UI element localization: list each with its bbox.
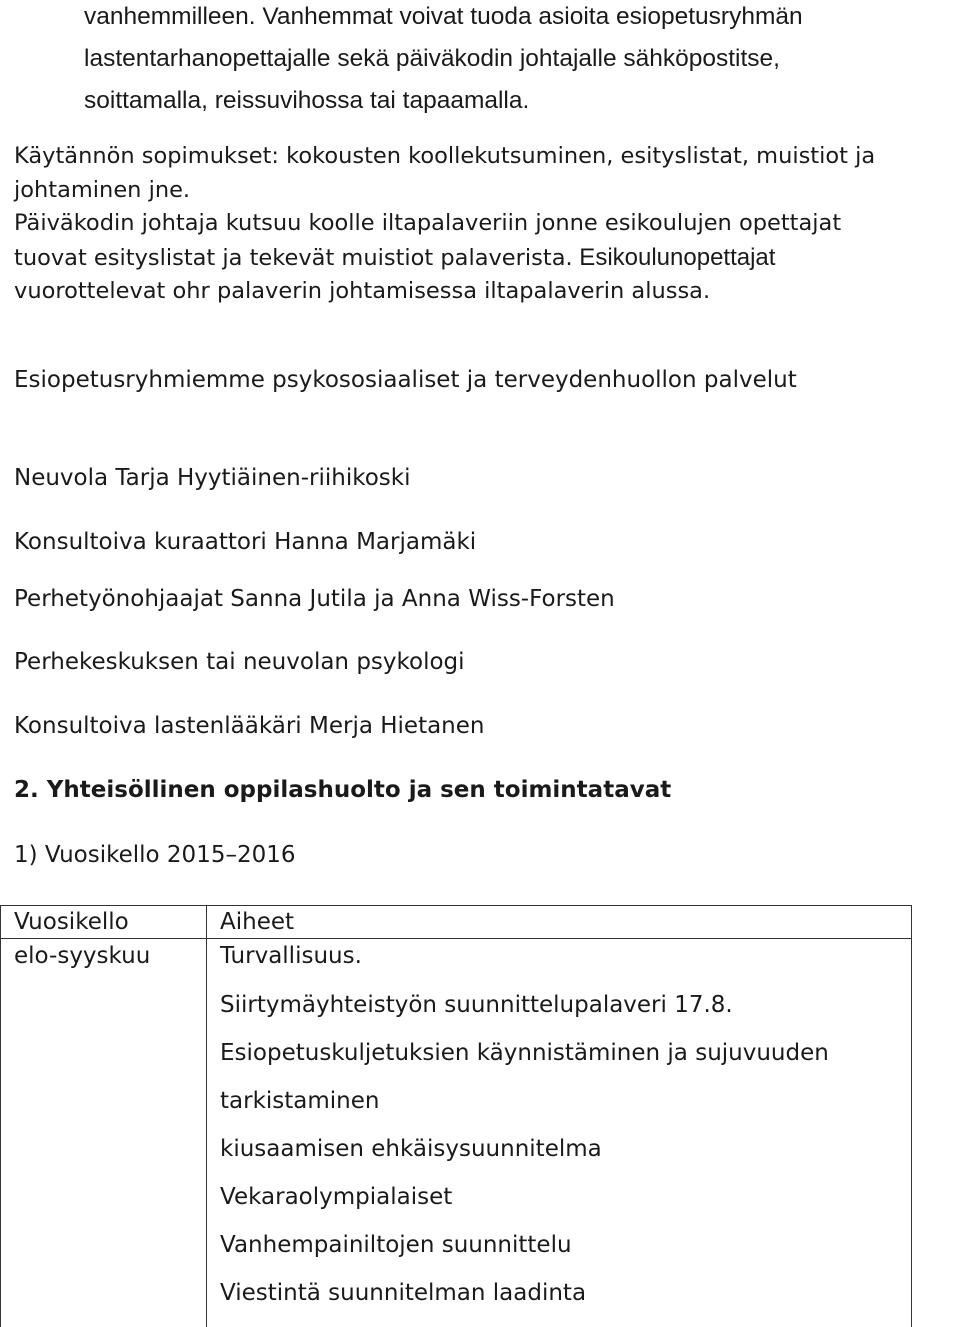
topic-item: kiusaamisen ehkäisysuunnitelma [220, 1136, 602, 1162]
table-cell-period [1, 939, 207, 1327]
topic-item: Siirtymäyhteistyön suunnittelupalaveri 17.8. [220, 992, 733, 1018]
vuosikello-subheading: 1) Vuosikello 2015–2016 [14, 842, 296, 868]
practices-line-5: vuorottelevat ohr palaverin johtamisessa iltapalaverin alussa. [14, 278, 711, 304]
service-item-psykologi: Perhekeskuksen tai neuvolan psykologi [14, 649, 465, 675]
service-item-neuvola: Neuvola Tarja Hyytiäinen-riihikoski [14, 465, 411, 491]
service-item-perhetyo: Perhetyönohjaajat Sanna Jutila ja Anna Wiss-Forsten [14, 586, 615, 612]
table-header-vuosikello: Vuosikello [1, 906, 207, 939]
intro-line-1: vanhemmilleen. Vanhemmat voivat tuoda asioita esiopetusryhmän [84, 3, 803, 30]
intro-line-3: soittamalla, reissuvihossa tai tapaamalla. [84, 87, 530, 114]
vuosikello-table [0, 905, 912, 1327]
practices-line-2: johtaminen jne. [14, 176, 191, 203]
intro-paragraph [84, 0, 954, 122]
topic-item: Viestintä suunnitelman laadinta [220, 1280, 587, 1306]
service-item-lastenlaakari: Konsultoiva lastenlääkäri Merja Hietanen [14, 713, 485, 739]
practices-paragraph [14, 140, 954, 309]
table-row [1, 939, 912, 1327]
topic-item: Vekaraolympialaiset [220, 1184, 453, 1210]
practices-line-4 [14, 241, 954, 276]
table-header-aiheet: Aiheet [207, 906, 912, 939]
topic-item: Turvallisuus. [220, 943, 362, 969]
service-item-kuraattori: Konsultoiva kuraattori Hanna Marjamäki [14, 529, 477, 555]
practices-line-3: Päiväkodin johtaja kutsuu koolle iltapalaveriin jonne esikoulujen opettajat [14, 210, 842, 236]
practices-line-1: Käytännön sopimukset: kokousten koollekutsuminen, esityslistat, muistiot ja [14, 143, 876, 169]
section-2-heading: 2. Yhteisöllinen oppilashuolto ja sen toimintatavat [14, 777, 672, 803]
intro-line-2: lastentarhanopettajalle sekä päiväkodin johtajalle sähköpostitse, [84, 45, 780, 72]
topic-item: Esiopetuskuljetuksien käynnistäminen ja sujuvuuden [220, 1040, 829, 1066]
practices-line-4-text: tuovat esityslistat ja tekevät muistiot palaverista. [14, 244, 573, 271]
practices-line-4-continuation: Esikoulunopettajat [572, 243, 776, 271]
topic-item: tarkistaminen [220, 1088, 380, 1114]
services-heading: Esiopetusryhmiemme psykososiaaliset ja terveydenhuollon palvelut [14, 367, 797, 393]
table-cell-topics [207, 939, 912, 1327]
table-header-row [1, 906, 912, 939]
period-label: elo-syyskuu [14, 943, 151, 969]
topic-item: Vanhempainiltojen suunnittelu [220, 1232, 572, 1258]
